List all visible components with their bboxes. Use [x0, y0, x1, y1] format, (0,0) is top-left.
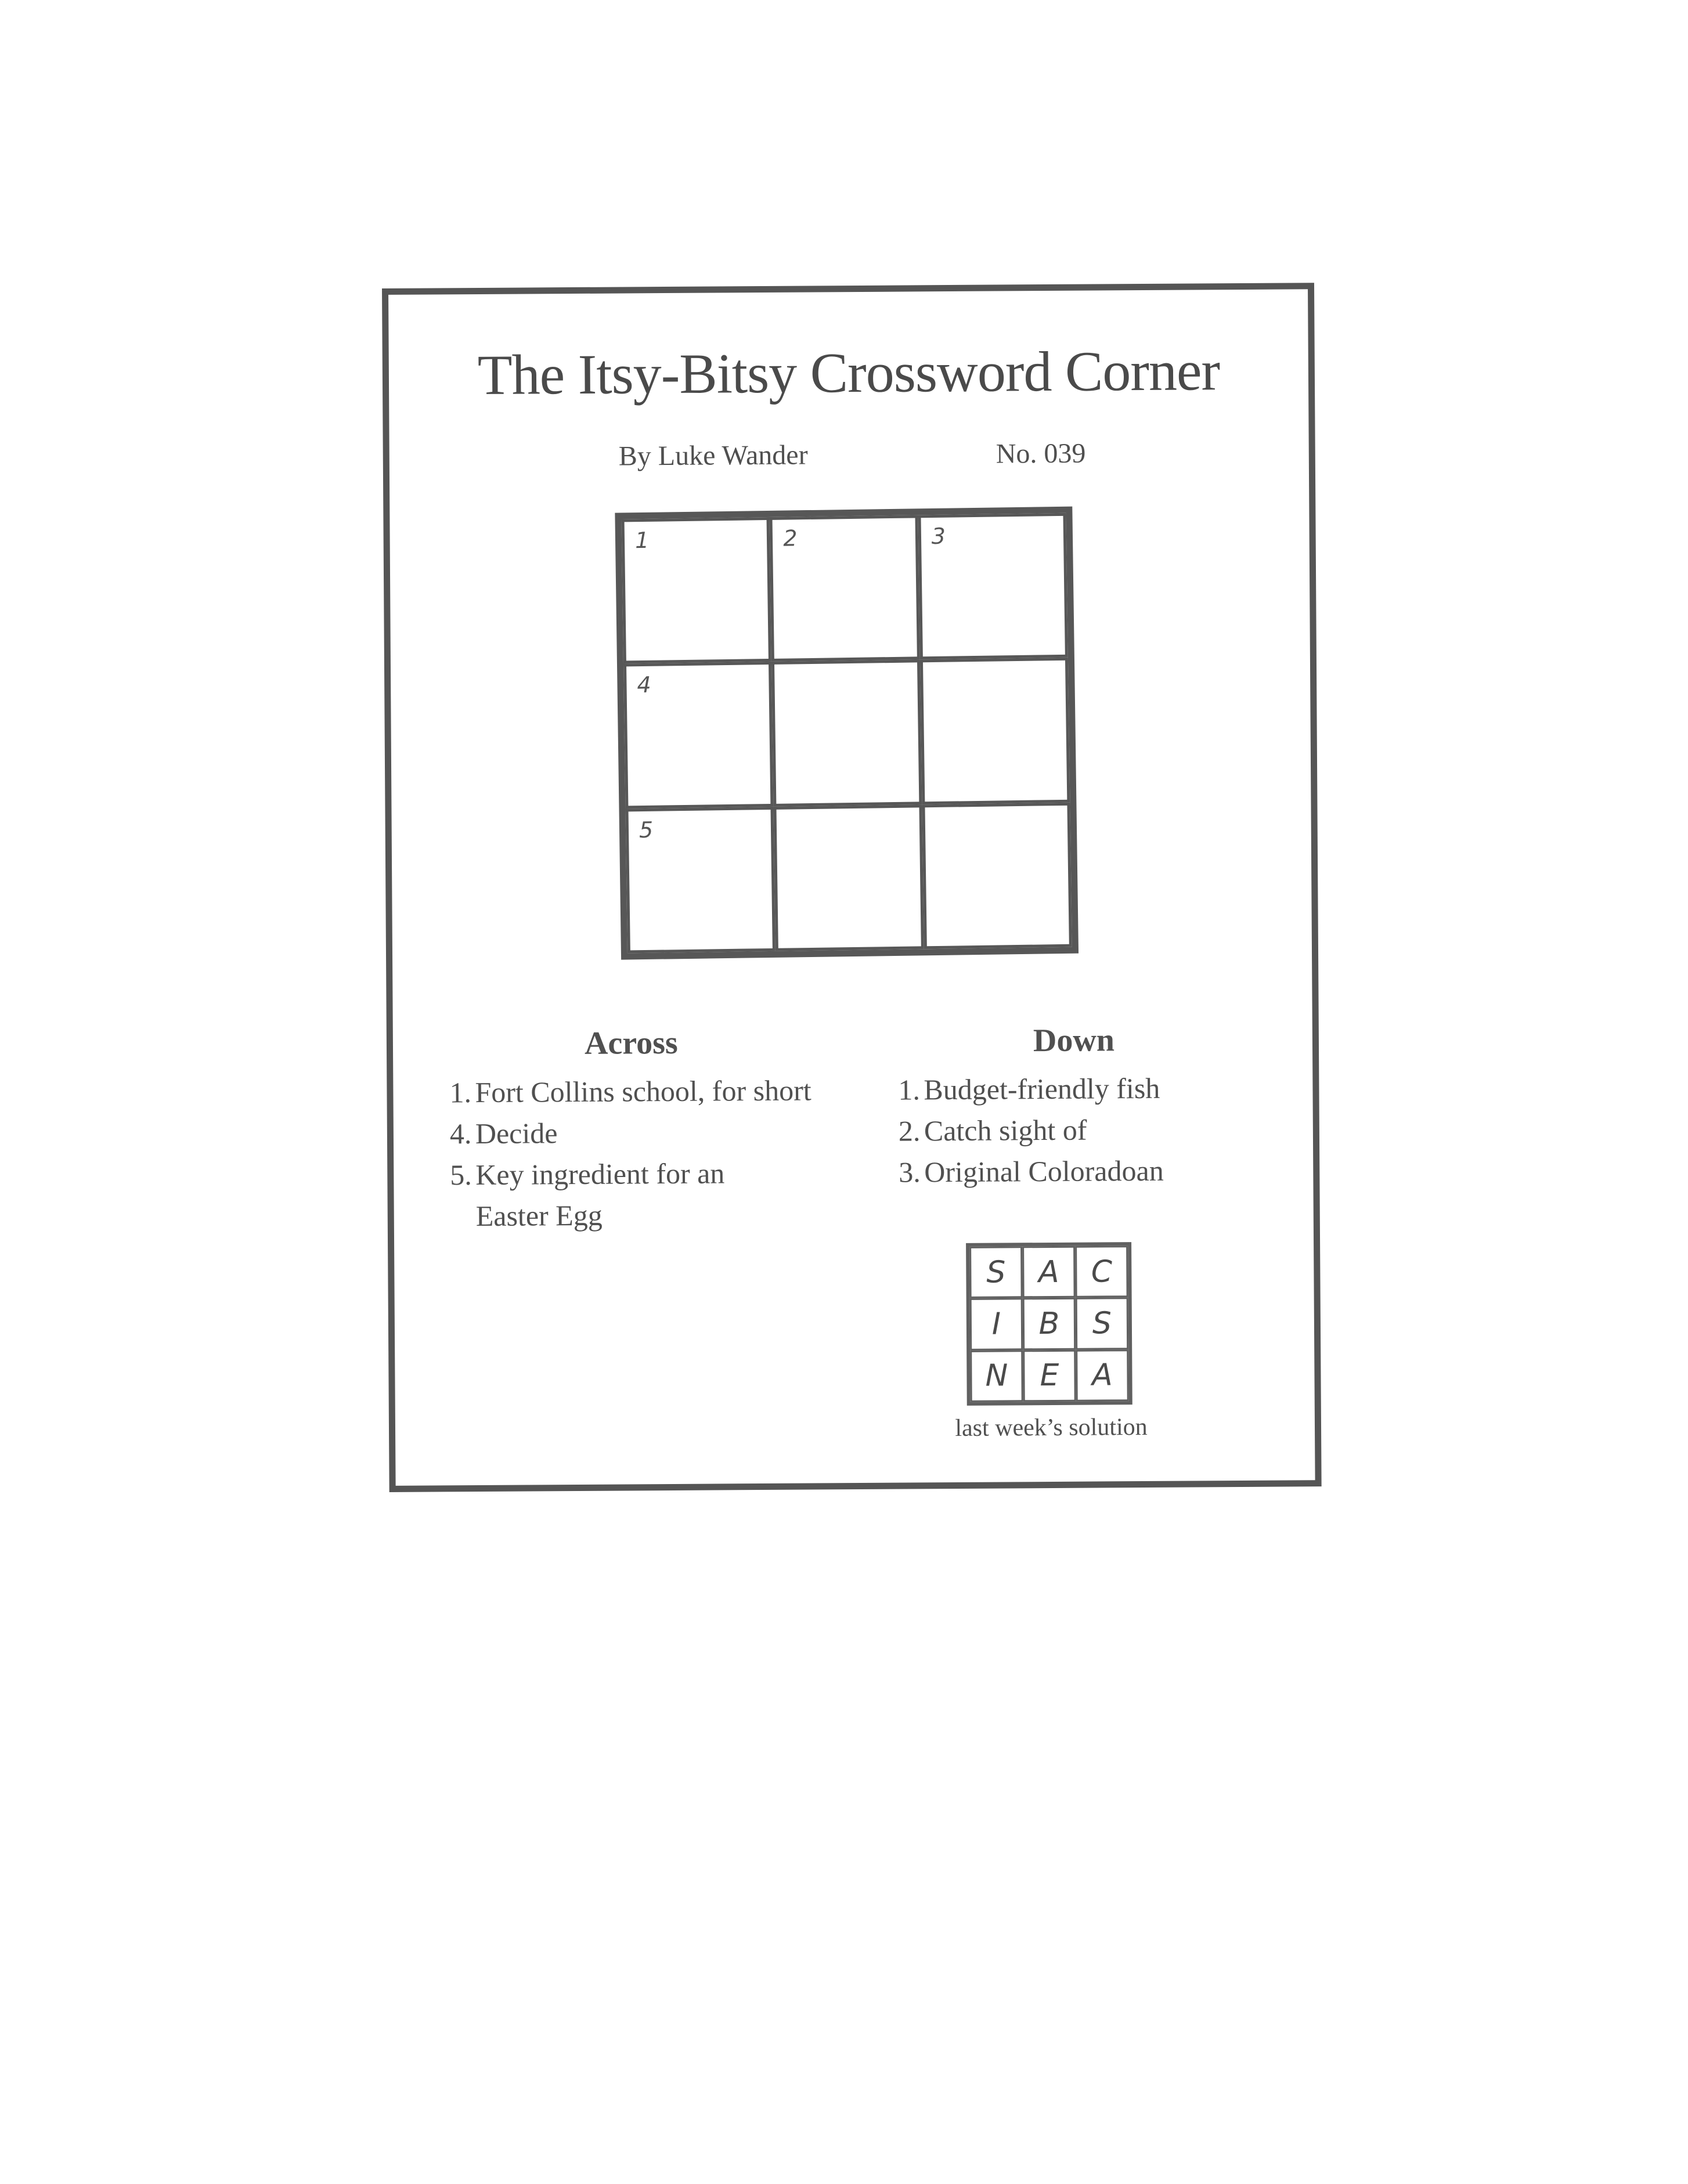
clue-number: 2. — [898, 1114, 921, 1147]
crossword-grid — [615, 507, 1079, 960]
issue-number: No. 039 — [996, 438, 1086, 470]
cell-number: 4 — [637, 672, 651, 698]
down-heading: Down — [1033, 1022, 1115, 1059]
grid-cell[interactable] — [774, 804, 924, 951]
clue-number: 4. — [449, 1117, 472, 1150]
across-clue — [449, 1070, 856, 1113]
clue-text: Fort Collins school, for short — [475, 1074, 811, 1109]
solution-cell: S — [969, 1246, 1023, 1298]
solution-cell: S — [1076, 1298, 1129, 1350]
solution-cell: E — [1023, 1349, 1076, 1402]
across-clue — [450, 1111, 856, 1154]
clue-text: Original Coloradoan — [924, 1154, 1164, 1189]
down-clue — [899, 1149, 1305, 1193]
grid-cell[interactable] — [770, 515, 920, 662]
solution-caption: last week’s solution — [955, 1413, 1148, 1442]
across-heading: Across — [584, 1024, 678, 1062]
clue-text: Key ingredient for an Easter Egg — [475, 1157, 725, 1233]
grid-cell[interactable] — [918, 513, 1068, 660]
solution-cell: N — [970, 1350, 1023, 1402]
solution-cell: I — [970, 1298, 1023, 1351]
grid-cell[interactable] — [920, 658, 1070, 804]
solution-cell: C — [1075, 1246, 1128, 1298]
cell-number: 2 — [783, 525, 798, 551]
down-clue-list — [898, 1067, 1305, 1193]
cell-number: 5 — [639, 817, 654, 843]
solution-grid — [966, 1242, 1132, 1406]
grid-cell[interactable] — [625, 807, 776, 954]
clue-text: Catch sight of — [924, 1113, 1087, 1147]
across-clue-list — [449, 1070, 857, 1237]
grid-cell[interactable] — [622, 517, 772, 664]
clue-number: 5. — [450, 1158, 473, 1192]
author-byline: By Luke Wander — [618, 439, 808, 472]
grid-cell[interactable] — [623, 662, 774, 808]
across-clue — [450, 1152, 857, 1237]
clue-number: 3. — [899, 1156, 921, 1189]
down-clue — [898, 1067, 1304, 1110]
solution-cell: A — [1022, 1246, 1076, 1298]
solution-cell: A — [1076, 1349, 1129, 1402]
clue-number: 1. — [898, 1073, 921, 1106]
clue-text: Budget-friendly fish — [924, 1071, 1160, 1106]
solution-cell: B — [1023, 1298, 1076, 1350]
page-title: The Itsy-Bitsy Crossword Corner — [477, 340, 1220, 407]
crossword-card — [382, 283, 1322, 1492]
cell-number: 1 — [634, 527, 650, 554]
cell-number: 3 — [931, 523, 946, 550]
grid-cell[interactable] — [771, 660, 922, 807]
clue-text: Decide — [475, 1117, 558, 1150]
grid-cell[interactable] — [922, 802, 1072, 949]
down-clue — [899, 1108, 1305, 1151]
clue-number: 1. — [449, 1076, 472, 1109]
